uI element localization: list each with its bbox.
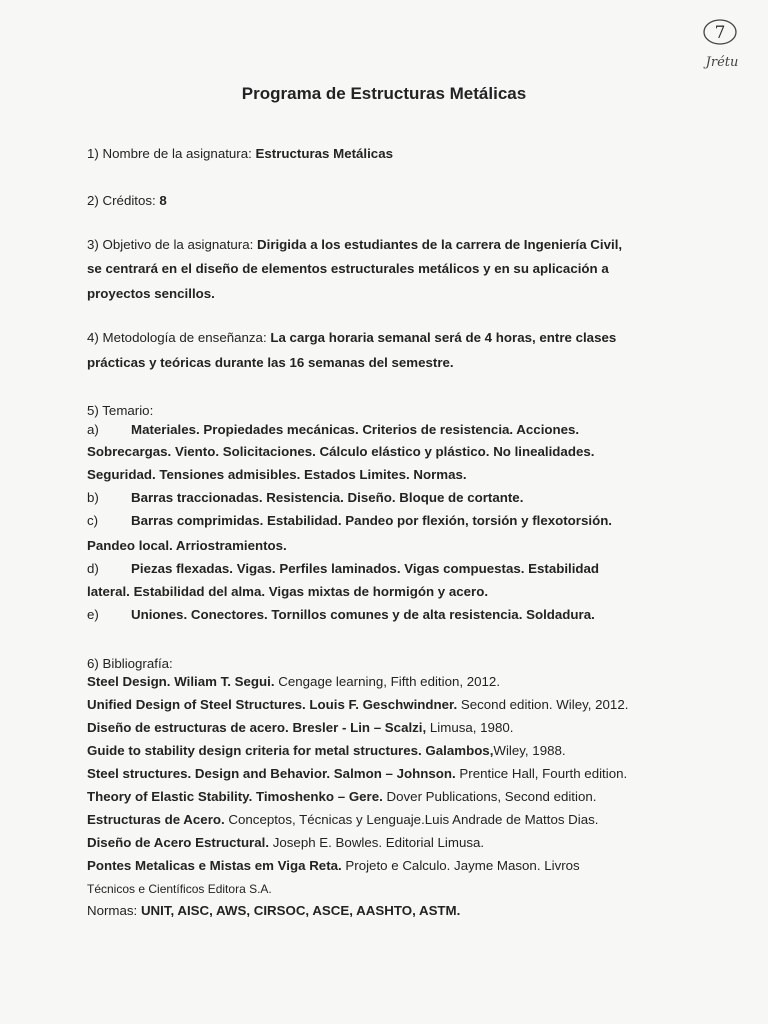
temario-item-a-line-2 <box>87 443 687 461</box>
entry-title: Unified Design of Steel Structures. Louis F. Geschwindner. <box>87 697 458 712</box>
section-text: Dirigida a los estudiantes de la carrera de Ingeniería Civil, <box>257 237 623 252</box>
section-1 <box>87 145 687 163</box>
section-value: Estructuras Metálicas <box>255 146 393 161</box>
section-label: 2) Créditos: <box>87 193 160 208</box>
entry-details: Limusa, 1980. <box>426 720 514 735</box>
item-text: Barras comprimidas. Estabilidad. Pandeo por flexión, torsión y flexotorsión. <box>131 513 613 528</box>
entry-title: Estructuras de Acero. <box>87 812 225 827</box>
entry-title: Diseño de estructuras de acero. Bresler - Lin – Scalzi, <box>87 720 427 735</box>
page-title: Programa de Estructuras Metálicas <box>241 84 527 103</box>
bibliography-entry <box>87 788 687 806</box>
item-text: Materiales. Propiedades mecánicas. Criterios de resistencia. Acciones. <box>131 422 580 437</box>
bibliography-entry <box>87 811 687 829</box>
section-label: 4) Metodología de enseñanza: <box>87 330 271 345</box>
item-text: Sobrecargas. Viento. Solicitaciones. Cálculo elástico y plástico. No linealidades. <box>87 444 595 459</box>
bibliography-entry <box>87 765 687 783</box>
section-label: 3) Objetivo de la asignatura: <box>87 237 258 252</box>
bibliography-entry <box>87 673 687 691</box>
entry-title: Diseño de Acero Estructural. <box>87 835 270 850</box>
temario-item-b <box>87 489 687 507</box>
entry-title: Theory of Elastic Stability. Timoshenko – Gere. <box>87 789 383 804</box>
section-2 <box>87 192 687 210</box>
item-text: Barras traccionadas. Resistencia. Diseño. Bloque de cortante. <box>131 490 524 505</box>
entry-details: Projeto e Calculo. Jayme Mason. Livros <box>341 858 580 873</box>
bibliography-entry <box>87 719 687 737</box>
temario-item-d-line-2 <box>87 583 687 601</box>
item-tag: b) <box>87 490 99 505</box>
section-3-line-2 <box>87 260 687 278</box>
bibliography-entry <box>87 834 687 852</box>
section-text: se centrará en el diseño de elementos estructurales metálicos y en su aplicación a <box>87 261 609 276</box>
entry-title: Steel Design. Wiliam T. Segui. <box>87 674 275 689</box>
entry-title: Steel structures. Design and Behavior. Salmon – Johnson. <box>87 766 456 781</box>
bibliography-entry <box>87 857 687 875</box>
section-4-line-1 <box>87 329 687 347</box>
normas-value: UNIT, AISC, AWS, CIRSOC, ASCE, AASHTO, ASTM. <box>140 903 461 918</box>
section-3-line-1 <box>87 236 687 254</box>
entry-details: Prentice Hall, Fourth edition. <box>455 766 628 781</box>
entry-details: Cengage learning, Fifth edition, 2012. <box>274 674 501 689</box>
section-5-label: 5) Temario: <box>87 403 154 418</box>
normas-label: Normas: <box>87 903 141 918</box>
bibliography-entry <box>87 696 687 714</box>
section-4-line-2 <box>87 354 687 372</box>
section-text: prácticas y teóricas durante las 16 semanas del semestre. <box>87 355 454 370</box>
bibliography-entry-continuation: Técnicos e Científicos Editora S.A. <box>87 882 272 896</box>
section-text: proyectos sencillos. <box>87 286 215 301</box>
item-tag: a) <box>87 422 99 437</box>
entry-title: Guide to stability design criteria for metal structures. Galambos, <box>87 743 494 758</box>
section-value: 8 <box>159 193 167 208</box>
item-tag: e) <box>87 607 99 622</box>
svg-text:Jrétu: Jrétu <box>705 55 739 70</box>
entry-details: Wiley, 1988. <box>493 743 566 758</box>
item-tag: d) <box>87 561 99 576</box>
normas-line <box>87 902 687 920</box>
temario-item-a-line-3 <box>87 466 687 484</box>
section-6-label: 6) Bibliografía: <box>87 656 173 671</box>
section-3-line-3 <box>87 285 687 303</box>
temario-item-a-line-1 <box>87 421 687 439</box>
temario-item-d-line-1 <box>87 560 687 578</box>
handwritten-page-number-stamp <box>692 14 752 74</box>
entry-title: Pontes Metalicas e Mistas em Viga Reta. <box>87 858 342 873</box>
section-label: 1) Nombre de la asignatura: <box>87 146 256 161</box>
bibliography-entry <box>87 742 687 760</box>
entry-details: Joseph E. Bowles. Editorial Limusa. <box>269 835 485 850</box>
temario-item-c-line-1 <box>87 512 687 530</box>
item-text: lateral. Estabilidad del alma. Vigas mixtas de hormigón y acero. <box>87 584 489 599</box>
item-text: Piezas flexadas. Vigas. Perfiles laminados. Vigas compuestas. Estabilidad <box>131 561 600 576</box>
temario-item-e <box>87 606 687 624</box>
entry-details: Conceptos, Técnicas y Lenguaje.Luis Andrade de Mattos Dias. <box>224 812 599 827</box>
entry-details: Dover Publications, Second edition. <box>382 789 597 804</box>
item-text: Seguridad. Tensiones admisibles. Estados Limites. Normas. <box>87 467 467 482</box>
section-text: La carga horaria semanal será de 4 horas, entre clases <box>270 330 617 345</box>
svg-text:7: 7 <box>714 23 726 43</box>
temario-item-c-line-2 <box>87 537 687 555</box>
item-tag: c) <box>87 513 99 528</box>
item-text: Uniones. Conectores. Tornillos comunes y de alta resistencia. Soldadura. <box>131 607 595 622</box>
entry-details: Second edition. Wiley, 2012. <box>457 697 629 712</box>
item-text: Pandeo local. Arriostramientos. <box>87 538 287 553</box>
